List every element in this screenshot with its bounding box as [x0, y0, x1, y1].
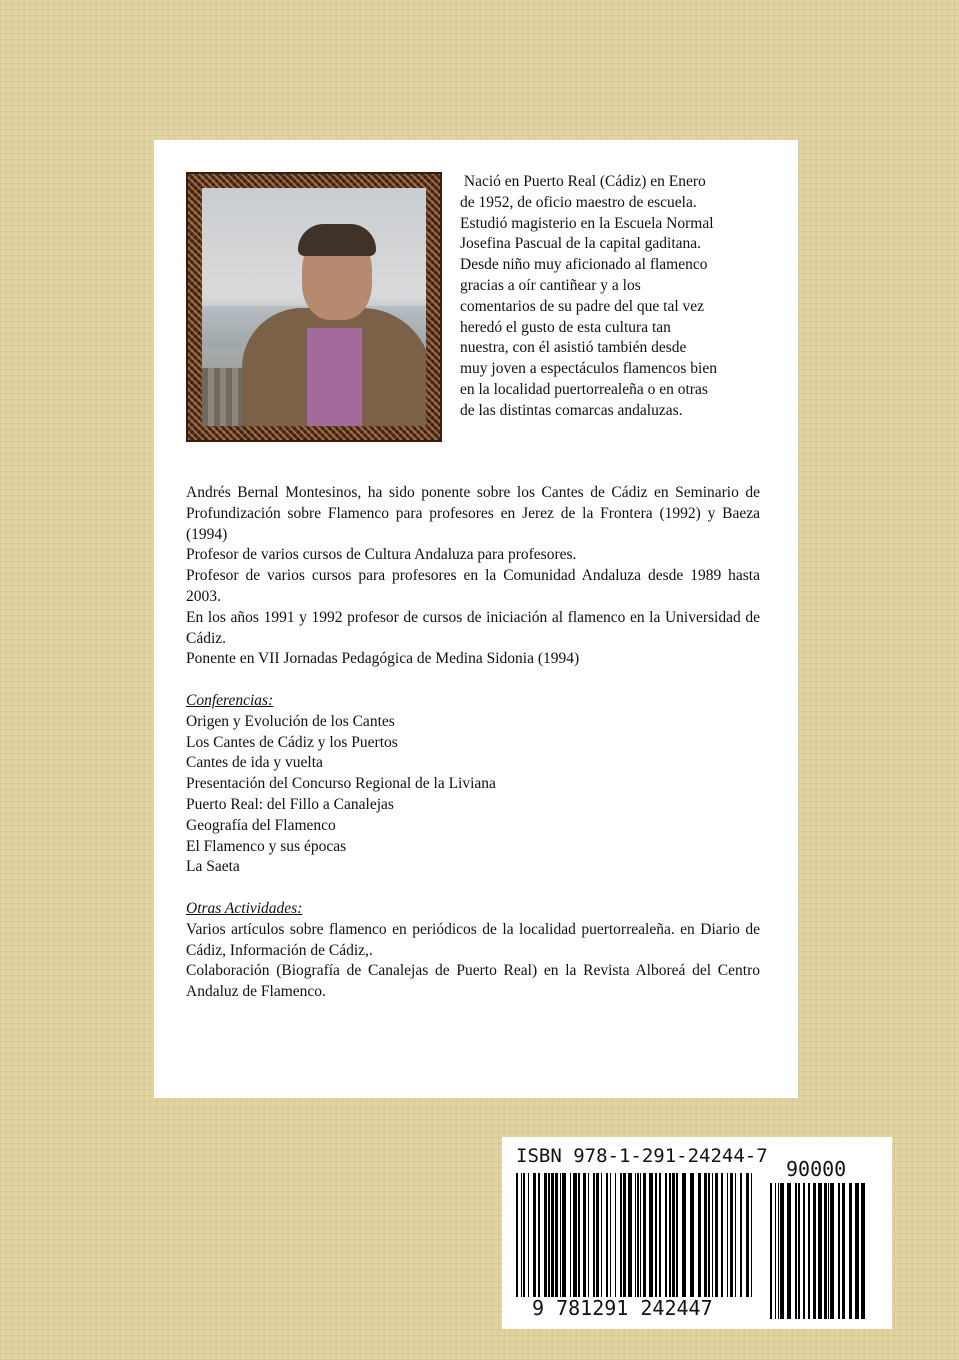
- addon-digits: 90000: [786, 1157, 847, 1181]
- barcode-bar: [623, 1173, 626, 1297]
- barcode-bar: [824, 1183, 827, 1319]
- barcode-bar: [746, 1173, 749, 1297]
- barcode-bar: [795, 1183, 797, 1319]
- barcode-bar: [615, 1173, 616, 1297]
- barcode-bar: [620, 1173, 622, 1297]
- barcode-bar: [842, 1183, 845, 1319]
- barcode-bar: [818, 1183, 822, 1319]
- barcode-bar: [562, 1173, 566, 1297]
- intro-text: [460, 172, 760, 422]
- barcode-bar: [770, 1183, 772, 1319]
- barcode-bar: [578, 1173, 580, 1297]
- author-photo-frame: [186, 172, 442, 442]
- barcode-bar: [610, 1173, 611, 1297]
- barcode-bar: [740, 1173, 742, 1297]
- barcode-bar: [640, 1173, 641, 1297]
- barcode-bar: [548, 1173, 550, 1297]
- barcode-bar: [601, 1173, 602, 1297]
- bio-panel: [154, 140, 798, 1098]
- other-activity: Colaboración (Biografía de Canalejas de Puerto Real) en la Revista Alboreá del Centro Andaluz de Flamenco.: [186, 962, 760, 1001]
- isbn-barcode: [502, 1137, 892, 1329]
- barcode-bar: [838, 1183, 840, 1319]
- barcode-bar: [730, 1173, 733, 1297]
- barcode-bar: [721, 1173, 723, 1297]
- barcode-bar: [808, 1183, 810, 1319]
- ean-bars: [516, 1173, 752, 1297]
- conference-item: El Flamenco y sus épocas: [186, 837, 347, 855]
- barcode-bar: [727, 1173, 728, 1297]
- barcode-bar: [516, 1173, 518, 1297]
- intro-line: de 1952, de oficio maestro de escuela.: [460, 193, 697, 211]
- barcode-bar: [533, 1173, 536, 1297]
- conference-item: Origen y Evolución de los Cantes: [186, 712, 395, 730]
- conference-item: Presentación del Concurso Regional de la Liviana: [186, 775, 496, 793]
- barcode-bar: [735, 1173, 736, 1297]
- ean-digits: 9 781291 242447: [532, 1296, 713, 1320]
- conferences-heading: Conferencias:: [186, 691, 274, 709]
- barcode-bar: [712, 1173, 713, 1297]
- barcode-bar: [849, 1183, 852, 1319]
- intro-line: Nació en Puerto Real (Cádiz) en Enero: [460, 173, 706, 190]
- intro-line: en la localidad puertorrealeña o en otras: [460, 380, 708, 398]
- intro-line: gracias a oír cantiñear y a los: [460, 276, 641, 294]
- intro-line: Desde niño muy aficionado al flamenco: [460, 256, 708, 274]
- conference-item: La Saeta: [186, 858, 240, 876]
- isbn-label: ISBN 978-1-291-24244-7: [516, 1145, 768, 1167]
- barcode-bar: [778, 1183, 779, 1319]
- barcode-bar: [780, 1183, 784, 1319]
- barcode-bar: [665, 1173, 667, 1297]
- conference-item: Cantes de ida y vuelta: [186, 754, 323, 772]
- barcode-bar: [521, 1173, 522, 1297]
- intro-line: Estudió magisterio en la Escuela Normal: [460, 214, 714, 232]
- barcode-bar: [698, 1173, 701, 1297]
- barcode-bar: [544, 1173, 547, 1297]
- other-activities-heading: Otras Actividades:: [186, 899, 303, 917]
- barcode-bar: [690, 1173, 694, 1297]
- barcode-bar: [635, 1173, 636, 1297]
- barcode-bar: [596, 1173, 599, 1297]
- barcode-bar: [855, 1183, 859, 1319]
- barcode-bar: [676, 1173, 678, 1297]
- barcode-bar: [538, 1173, 540, 1297]
- barcode-bar: [861, 1183, 865, 1319]
- barcode-bar: [828, 1183, 829, 1319]
- barcode-bar: [830, 1183, 834, 1319]
- barcode-bar: [798, 1183, 800, 1319]
- barcode-bar: [628, 1173, 632, 1297]
- barcode-bar: [669, 1173, 671, 1297]
- bio-body: [186, 483, 760, 1003]
- barcode-bar: [593, 1173, 595, 1297]
- barcode-bar: [813, 1183, 816, 1319]
- intro-line: nuestra, con él asistió también desde: [460, 339, 687, 357]
- barcode-bar: [775, 1183, 776, 1319]
- author-photo: [202, 188, 426, 426]
- intro-line: muy joven a espectáculos flamencos bien: [460, 360, 717, 378]
- barcode-bar: [643, 1173, 646, 1297]
- conference-item: Geografía del Flamenco: [186, 816, 336, 834]
- barcode-bar: [803, 1183, 805, 1319]
- intro-line: heredó el gusto de esta cultura tan: [460, 318, 671, 336]
- intro-line: de las distintas comarcas andaluzas.: [460, 401, 683, 419]
- barcode-bar: [583, 1173, 586, 1297]
- conference-item: Los Cantes de Cádiz y los Puertos: [186, 733, 398, 751]
- intro-line: comentarios de su padre del que tal vez: [460, 297, 705, 315]
- barcode-bar: [649, 1173, 653, 1297]
- barcode-bar: [588, 1173, 589, 1297]
- barcode-bar: [528, 1173, 529, 1297]
- barcode-bar: [560, 1173, 561, 1297]
- barcode-bar: [555, 1173, 558, 1297]
- barcode-bar: [655, 1173, 657, 1297]
- career-paragraph: Profesor de varios cursos de Cultura Andaluza para profesores.: [186, 546, 577, 564]
- barcode-bar: [523, 1173, 525, 1297]
- barcode-bar: [672, 1173, 675, 1297]
- intro-line: Josefina Pascual de la capital gaditana.: [460, 235, 702, 253]
- career-paragraph: En los años 1991 y 1992 profesor de cursos de iniciación al flamenco en la Universidad de Cádiz.: [186, 608, 760, 647]
- career-paragraph: Profesor de varios cursos para profesores en la Comunidad Andaluza desde 1989 hasta 2003.: [186, 567, 760, 605]
- barcode-bar: [704, 1173, 707, 1297]
- barcode-bar: [551, 1173, 554, 1297]
- barcode-bar: [637, 1173, 639, 1297]
- barcode-bar: [573, 1173, 577, 1297]
- barcode-bar: [570, 1173, 571, 1297]
- barcode-bar: [787, 1183, 791, 1319]
- barcode-bar: [708, 1173, 710, 1297]
- other-activity: Varios artículos sobre flamenco en periódicos de la localidad puertorrealeña. en Diario de Cádiz, Información de Cádiz,.: [186, 920, 760, 959]
- addon-bars: [770, 1183, 866, 1319]
- barcode-bar: [751, 1173, 752, 1297]
- barcode-bar: [606, 1173, 608, 1297]
- barcode-bar: [659, 1173, 661, 1297]
- barcode-bar: [715, 1173, 718, 1297]
- barcode-bar: [682, 1173, 686, 1297]
- career-paragraph: Andrés Bernal Montesinos, ha sido ponente sobre los Cantes de Cádiz en Seminario de Profundización sobre Flamenco para profesores en Jerez de la Frontera (1992) y Baeza (1994): [186, 484, 760, 543]
- career-paragraph: Ponente en VII Jornadas Pedagógica de Medina Sidonia (1994): [186, 650, 580, 668]
- conference-item: Puerto Real: del Fillo a Canalejas: [186, 795, 394, 813]
